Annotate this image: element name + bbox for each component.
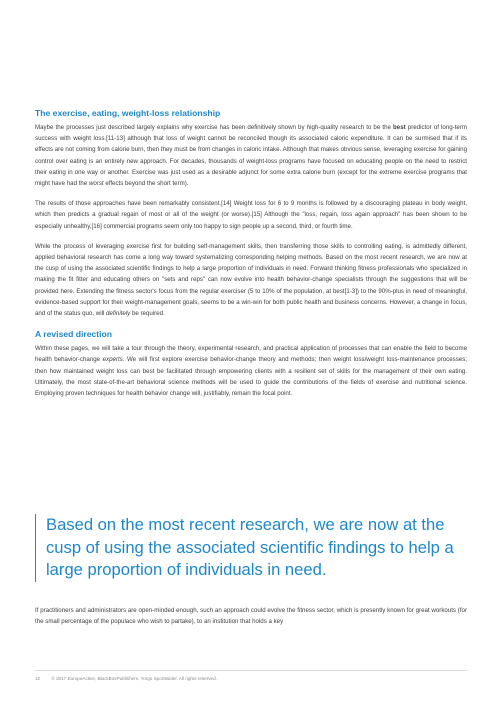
- section-heading-revised-direction: A revised direction: [35, 329, 113, 340]
- emphasis-worst: worst: [88, 180, 104, 188]
- closing-section: [35, 605, 467, 636]
- pull-quote: [35, 514, 478, 582]
- emphasis-definitely: definitely: [106, 310, 131, 318]
- closing-paragraph: If practitioners and administrators are open-minded enough, such an approach could evolve the fitness sector, which is presently known for great workouts (for the small percentage of the populace who wish to partake), to an institution that holds a key: [35, 607, 467, 626]
- paragraph-2: The results of those approaches have been remarkably consistent.[14] Weight loss for 6 to 9 months is followed by a discouraging plateau in body weight, which then predicts a gradual regain of most or all of the weight (or worse).[15] Although the "loss, regain, loss again approach" has been shown to be especially unhealthy,[16] commercial programs seem only too happy to sign people up a second, third, or fourth time.: [35, 200, 467, 230]
- copyright-text: © 2017 EuropeActive, BlackBoxPublishers, Yorgo Sportssider. All rights reserved.: [51, 676, 217, 681]
- paragraph-3: While the process of leveraging exercise first for building self-management skills, then transferring those skills to controlling eating, is admittedly different, applied behavioral research has come a long way toward systematizing corresponding helping methods. Based on the most recent research, we are now at the cusp of using the associated scientific findings to help a large proportion of individuals in need. Forward thinking fitness professionals who specialized in making the fit fitter and educating others on "sets and reps" can now evolve into health behavior-change specialists through the suggestions that will be provided here. Extending the fitness sector's focus from the regular exerciser (5 to 10% of the population, at best[1-3]) to the 90%-plus in need of meaningful, evidence-based support for their weight-management goals, seems to be a win-win for both public health and business concerns. However, a change in focus, and of the status quo, will definitely be required.: [35, 242, 467, 318]
- page-number: 12: [35, 676, 41, 681]
- emphasis-experts: experts: [102, 356, 123, 364]
- section-heading-exercise-eating: The exercise, eating, weight-loss relationship: [35, 108, 221, 118]
- main-content: [35, 107, 467, 408]
- pull-quote-text: Based on the most recent research, we are now at the cusp of using the associated scientific findings to help a large proportion of individuals in need.: [46, 515, 454, 579]
- paragraph-1: Maybe the processes just described largely explains why exercise has been definitively shown by high-quality research to be the best predictor of long-term success with weight loss.[11-13] although that loss of weight cannot be reconciled though its associated caloric expenditure. It can be surmised that if its effects are not coming from calorie burn, then they must be from changes in caloric intake. Although that makes obvious sense, leveraging exercise for gaining control over eating is an entirely new approach. For decades, thousands of weight-loss programs have focused on educating people on the need to restrict their eating in one way or another. Exercise was just used as a desirable adjunct for some extra calorie burn (except for the extreme exercise programs that might have had the worst effects beyond the short term).: [35, 124, 467, 188]
- footer-divider: [35, 670, 467, 671]
- emphasis-best: best: [393, 124, 406, 131]
- paragraph-4: Within these pages, we will take a tour through the theory, experimental research, and practical application of processes that can enable the field to become health behavior-change experts. We will first explore exercise behavior-change theory and methods; then weight loss/weight loss-maintenance processes; then how maintained weight loss can best be facilitated through empowering clients with a resilient set of skills for the management of their own eating. Ultimately, the most state-of-the-art behavioral science methods will be used to guide the contributions of the fields of exercise and nutritional science. Employing proven techniques for health behavior change will, justifiably, remain the focal point.: [35, 345, 467, 398]
- page-footer: [35, 676, 227, 681]
